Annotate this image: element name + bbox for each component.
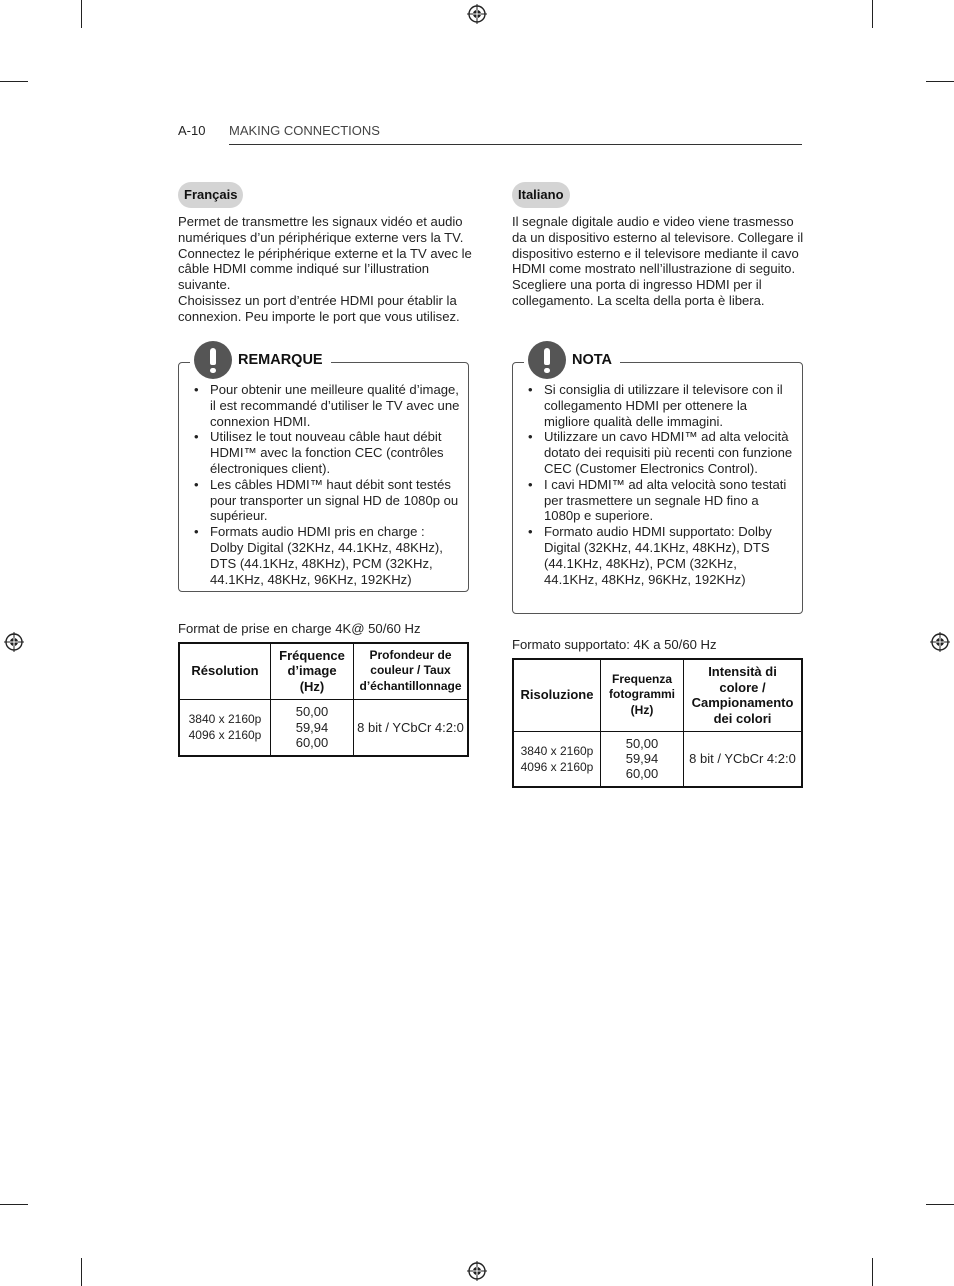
frequency-value: 60,00 [625,766,659,782]
table-header-row [179,643,468,699]
crop-mark [872,0,873,28]
table-cell-resolution [179,699,271,756]
list-item: • Utilisez le tout nouveau câble haut débit HDMI™ avec la fonction CEC (contrôles électroniques client). [192,429,460,476]
note-list-italian [526,382,794,587]
page-number: A-10 [178,123,206,138]
language-badge-italian: Italiano [512,182,570,208]
table-cell-frequency [601,731,684,787]
frequency-value: 50,00 [625,735,659,751]
note-title: REMARQUE [238,352,323,368]
intro-italian [512,214,804,309]
table-cell-frequency [271,699,354,756]
table-header-cell: Résolution [179,643,271,699]
registration-crosshair-icon [4,632,24,652]
note-list-french [192,382,460,587]
resolution-value: 3840 x 2160p [188,712,262,727]
intro-paragraph: Scegliere una porta di ingresso HDMI per il collegamento. La scelta della porta è libera. [512,277,765,308]
table-header-cell: Profondeur de couleur / Taux d’échantillonnage [354,643,469,699]
format-table-italian [512,658,803,788]
table-row [179,699,468,756]
crop-mark [0,81,28,82]
table-caption-french: Format de prise en charge 4K@ 50/60 Hz [178,621,421,636]
intro-french [178,214,478,325]
table-cell-color: 8 bit / YCbCr 4:2:0 [354,699,469,756]
frequency-value: 59,94 [295,719,329,735]
list-item: • I cavi HDMI™ ad alta velocità sono testati per trasmettere un segnale HD fino a 1080p e superiore. [526,477,794,524]
table-row [513,731,802,787]
list-item: • Pour obtenir une meilleure qualité d’image, il est recommandé d’utiliser le TV avec une connexion HDMI. [192,382,460,429]
table-cell-color: 8 bit / YCbCr 4:2:0 [684,731,803,787]
table-header-cell: Fréquence d’image (Hz) [271,643,354,699]
list-item: • Utilizzare un cavo HDMI™ ad alta velocità dotato dei requisiti più recenti con funzione CEC (Customer Electronics Control). [526,429,794,476]
registration-crosshair-icon [930,632,950,652]
exclamation-icon [194,341,232,379]
table-header-row [513,659,802,731]
table-header-cell: Intensità di colore / Campionamento dei colori [684,659,803,731]
intro-paragraph: Choisissez un port d’entrée HDMI pour établir la connexion. Peu importe le port que vous utilisez. [178,292,460,324]
table-cell-resolution [513,731,601,787]
frequency-value: 59,94 [625,751,659,767]
list-item: • Les câbles HDMI™ haut débit sont testés pour transporter un signal HD de 1080p ou supérieur. [192,477,460,524]
crop-mark [926,81,954,82]
list-item: • Formato audio HDMI supportato: Dolby Digital (32KHz, 44.1KHz, 48KHz), DTS (44.1KHz, 48KHz), PCM (32KHz, 44.1KHz, 48KHz, 96KHz, 192KHz) [526,524,794,587]
list-item: • Formats audio HDMI pris en charge : Dolby Digital (32KHz, 44.1KHz, 48KHz), DTS (44.1KHz, 48KHz), PCM (32KHz, 44.1KHz, 48KHz, 96KHz, 192KHz) [192,524,460,587]
language-badge-french: Français [178,182,243,208]
registration-crosshair-icon [467,1261,487,1281]
table-header-cell: Frequenza fotogrammi (Hz) [601,659,684,731]
intro-paragraph: Il segnale digitale audio e video viene trasmesso da un dispositivo esterno al televisore. Collegare il dispositivo esterno e il televisore mediante il cavo HDMI come mostrato nell’illustrazione di seguito. [512,214,804,277]
resolution-value: 3840 x 2160p [520,743,594,758]
table-caption-italian: Formato supportato: 4K a 50/60 Hz [512,637,717,652]
format-table-french [178,642,469,757]
resolution-value: 4096 x 2160p [520,759,594,774]
registration-crosshair-icon [467,4,487,24]
intro-paragraph: Permet de transmettre les signaux vidéo et audio numériques d’un périphérique externe vers la TV. Connectez le périphérique externe et la TV avec le câble HDMI comme indiqué sur l’illustration suivante. [178,214,472,293]
frequency-value: 50,00 [295,704,329,720]
header-rule [229,144,802,145]
note-header-french [190,339,331,381]
crop-mark [81,1258,82,1286]
note-header-italian [524,339,620,381]
crop-mark [926,1204,954,1205]
list-item: • Si consiglia di utilizzare il televisore con il collegamento HDMI per ottenere la migliore qualità delle immagini. [526,382,794,429]
resolution-value: 4096 x 2160p [188,728,262,743]
crop-mark [0,1204,28,1205]
frequency-value: 60,00 [295,734,329,750]
section-title: MAKING CONNECTIONS [229,123,380,138]
exclamation-icon [528,341,566,379]
note-title: NOTA [572,352,613,368]
table-header-cell: Risoluzione [513,659,601,731]
crop-mark [81,0,82,28]
crop-mark [872,1258,873,1286]
